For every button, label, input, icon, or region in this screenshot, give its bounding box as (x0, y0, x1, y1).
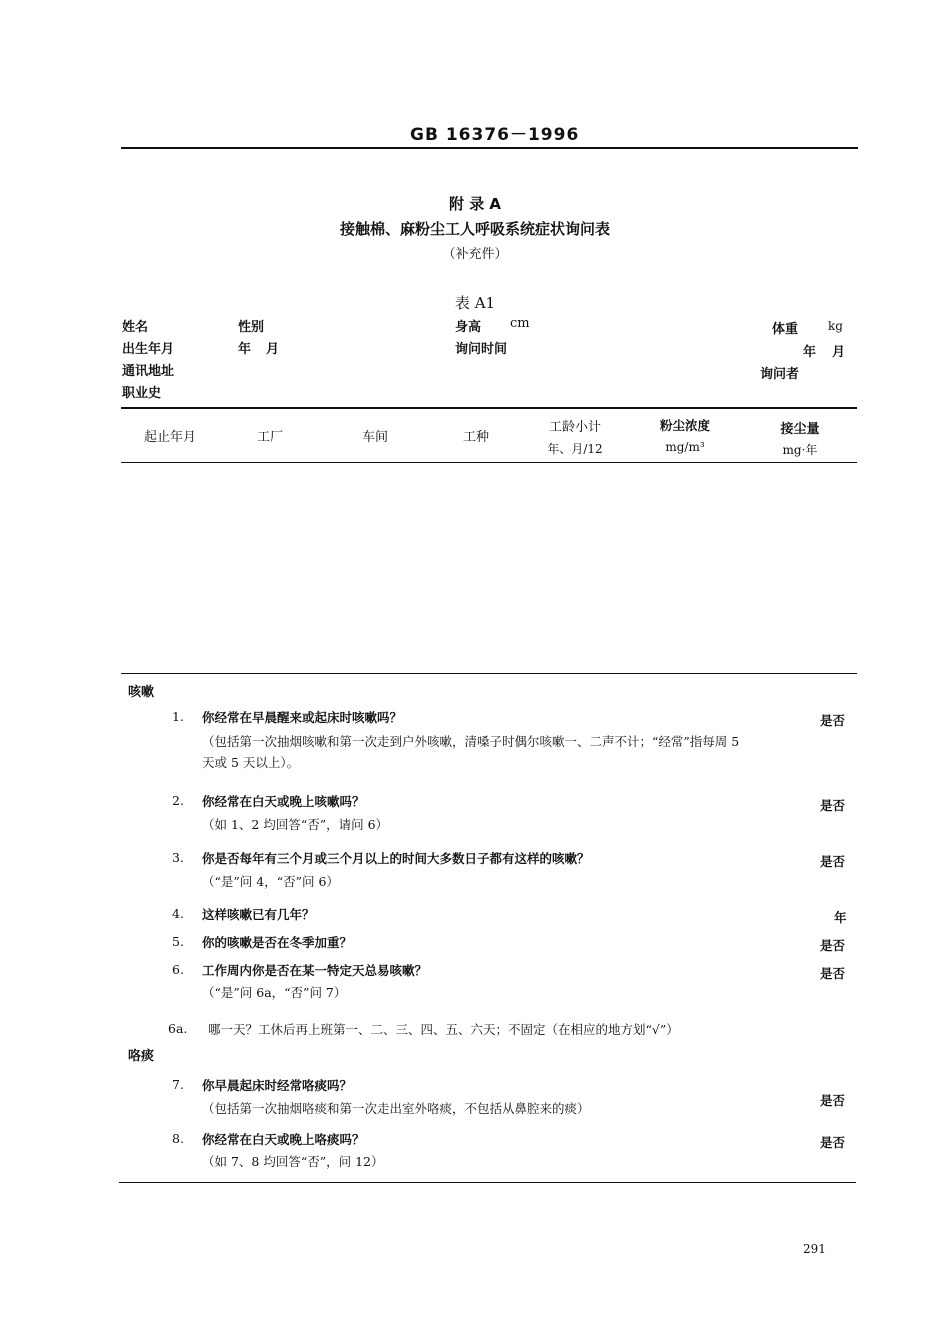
table-header-rule (121, 462, 857, 463)
label-interviewer: 询问者 (760, 367, 800, 382)
question-number: 6. (172, 962, 184, 977)
question-text: 你早晨起床时经常咯痰吗？ (202, 1078, 353, 1093)
answer-yes-no: 是否 (820, 798, 846, 813)
question-text: 哪一天？工休后再上班第一、二、三、四、五、六天；不固定（在相应的地方划“√”） (208, 1022, 679, 1037)
question-note: （包括第一次抽烟咳嗽和第一次走到户外咳嗽，清嗓子时偶尔咳嗽一、二声不计；“经常”指每周 5 (202, 734, 740, 749)
col-exposure: 接尘量 (780, 422, 820, 437)
question-number: 1. (172, 709, 184, 724)
label-height: 身高 (455, 320, 482, 335)
question-text: 你经常在白天或晚上咳嗽吗？ (202, 794, 365, 809)
appendix-subtitle: 接触棉、麻粉尘工人呼吸系统症状询问表 (339, 220, 610, 238)
question-text: 工作周内你是否在某一特定天总易咳嗽？ (202, 963, 428, 978)
answer-yes-no: 是否 (820, 938, 846, 953)
col-jobtype: 工种 (462, 430, 489, 445)
question-text: 你的咳嗽是否在冬季加重？ (202, 935, 353, 950)
section-rule (121, 673, 857, 674)
col-factory: 工厂 (256, 430, 283, 445)
answer-yes-no: 是否 (820, 966, 846, 981)
label-weight: 体重 (772, 322, 799, 337)
section-phlegm: 咯痰 (128, 1049, 155, 1064)
answer-yes-no: 是否 (820, 854, 846, 869)
question-number: 3. (172, 850, 184, 865)
label-sex: 性别 (238, 320, 265, 335)
question-note: （“是”问 4，“否”问 6） (202, 874, 339, 889)
question-text: 你经常在早晨醒来或起床时咳嗽吗？ (202, 710, 403, 725)
col-period: 起止年月 (143, 430, 196, 445)
question-note-cont: 天或 5 天以上）。 (202, 755, 300, 770)
label-birth: 出生年月 (122, 342, 175, 357)
appendix-note: （补充件） (442, 247, 508, 262)
question-note: （“是”问 6a，“否”问 7） (202, 985, 347, 1000)
label-ask-time: 询问时间 (455, 342, 508, 357)
appendix-title: 附 录 A (448, 195, 502, 213)
ask-year: 年 (803, 345, 817, 360)
section-cough: 咳嗽 (128, 685, 155, 700)
question-note: （如 7、8 均回答“否”，问 12） (202, 1154, 384, 1169)
table-top-rule (121, 407, 857, 409)
label-address: 通讯地址 (122, 364, 175, 379)
col-workshop: 车间 (361, 430, 388, 445)
col-concentration: 粉尘浓度 (659, 418, 710, 433)
col-years: 工龄小计 (548, 420, 601, 435)
question-text: 你是否每年有三个月或三个月以上的时间大多数日子都有这样的咳嗽？ (202, 851, 590, 866)
weight-unit: kg (828, 319, 843, 333)
answer-years: 年 (834, 910, 847, 925)
col-years-unit: 年、月/12 (547, 442, 603, 456)
answer-yes-no: 是否 (820, 1135, 846, 1150)
question-number: 4. (172, 906, 184, 921)
birth-year: 年 (238, 342, 252, 357)
birth-month: 月 (266, 342, 280, 357)
answer-yes-no: 是否 (820, 713, 846, 728)
question-number: 6a. (168, 1021, 188, 1036)
col-concentration-unit: mg/m³ (665, 440, 705, 454)
question-text: 你经常在白天或晚上咯痰吗？ (202, 1132, 365, 1147)
table-label: 表 A1 (454, 294, 496, 312)
question-number: 2. (172, 793, 184, 808)
ask-month: 月 (832, 345, 846, 360)
question-number: 5. (172, 934, 184, 949)
question-number: 8. (172, 1131, 184, 1146)
page-number: 291 (803, 1242, 826, 1256)
label-name: 姓名 (122, 320, 149, 335)
question-text: 这样咳嗽已有几年？ (202, 907, 315, 922)
question-note: （如 1、2 均回答“否”，请问 6） (202, 817, 389, 832)
answer-yes-no: 是否 (820, 1093, 846, 1108)
bottom-rule (119, 1182, 856, 1183)
question-note: （包括第一次抽烟咯痰和第一次走出室外咯痰，不包括从鼻腔来的痰） (202, 1101, 590, 1116)
height-unit: cm (510, 316, 530, 331)
standard-number: GB 16376－1996 (410, 125, 580, 145)
header-rule (121, 147, 858, 149)
question-number: 7. (172, 1077, 184, 1092)
col-exposure-unit: mg·年 (782, 443, 818, 457)
label-history: 职业史 (122, 386, 162, 401)
